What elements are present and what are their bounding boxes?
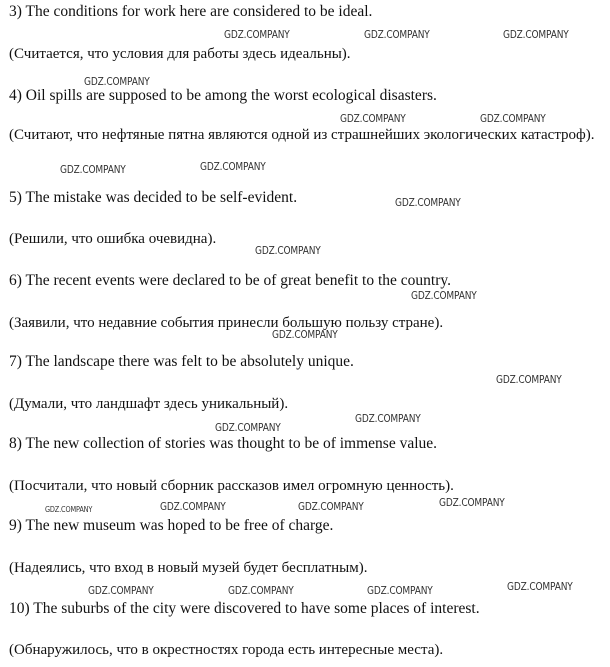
item-4-russian: (Считают, что нефтяные пятна являются одной из страшнейших экологических катастроф). xyxy=(9,127,595,143)
watermark: GDZ.COMPANY xyxy=(367,584,433,597)
watermark: GDZ.COMPANY xyxy=(88,584,154,597)
item-4-english: 4) Oil spills are supposed to be among the worst ecological disasters. xyxy=(9,87,437,104)
item-8-russian: (Посчитали, что новый сборник рассказов имел огромную ценность). xyxy=(9,478,454,494)
watermark: GDZ.COMPANY xyxy=(411,289,477,302)
watermark: GDZ.COMPANY xyxy=(228,584,294,597)
watermark: GDZ.COMPANY xyxy=(272,328,338,341)
watermark: GDZ.COMPANY xyxy=(340,112,406,125)
watermark: GDZ.COMPANY xyxy=(60,163,126,176)
watermark: GDZ.COMPANY xyxy=(255,244,321,257)
item-9-english: 9) The new museum was hoped to be free of charge. xyxy=(9,517,334,534)
watermark: GDZ.COMPANY xyxy=(395,196,461,209)
watermark: GDZ.COMPANY xyxy=(507,580,573,593)
item-7-russian: (Думали, что ландшафт здесь уникальный). xyxy=(9,396,289,412)
watermark: GDZ.COMPANY xyxy=(215,421,281,434)
item-8-english: 8) The new collection of stories was thought to be of immense value. xyxy=(9,435,438,452)
watermark: GDZ.COMPANY xyxy=(45,505,93,514)
watermark: GDZ.COMPANY xyxy=(84,75,150,88)
item-6-english: 6) The recent events were declared to be of great benefit to the country. xyxy=(9,272,451,289)
watermark: GDZ.COMPANY xyxy=(355,412,421,425)
watermark: GDZ.COMPANY xyxy=(503,28,569,41)
watermark: GDZ.COMPANY xyxy=(364,28,430,41)
watermark: GDZ.COMPANY xyxy=(439,496,505,509)
watermark: GDZ.COMPANY xyxy=(480,112,546,125)
watermark: GDZ.COMPANY xyxy=(200,160,266,173)
item-5-english: 5) The mistake was decided to be self-evident. xyxy=(9,189,298,206)
watermark: GDZ.COMPANY xyxy=(496,373,562,386)
item-10-russian: (Обнаружилось, что в окрестностях города есть интересные места). xyxy=(9,642,444,658)
item-7-english: 7) The landscape there was felt to be absolutely unique. xyxy=(9,353,354,370)
item-6-russian: (Заявили, что недавние события принесли большую пользу стране). xyxy=(9,315,444,331)
item-3-russian: (Считается, что условия для работы здесь идеальны). xyxy=(9,46,351,62)
watermark: GDZ.COMPANY xyxy=(160,500,226,513)
watermark: GDZ.COMPANY xyxy=(224,28,290,41)
item-10-english: 10) The suburbs of the city were discovered to have some places of interest. xyxy=(9,600,480,617)
item-9-russian: (Надеялись, что вход в новый музей будет бесплатным). xyxy=(9,560,368,576)
item-3-english: 3) The conditions for work here are considered to be ideal. xyxy=(9,3,373,20)
item-5-russian: (Решили, что ошибка очевидна). xyxy=(9,231,217,247)
watermark: GDZ.COMPANY xyxy=(298,500,364,513)
